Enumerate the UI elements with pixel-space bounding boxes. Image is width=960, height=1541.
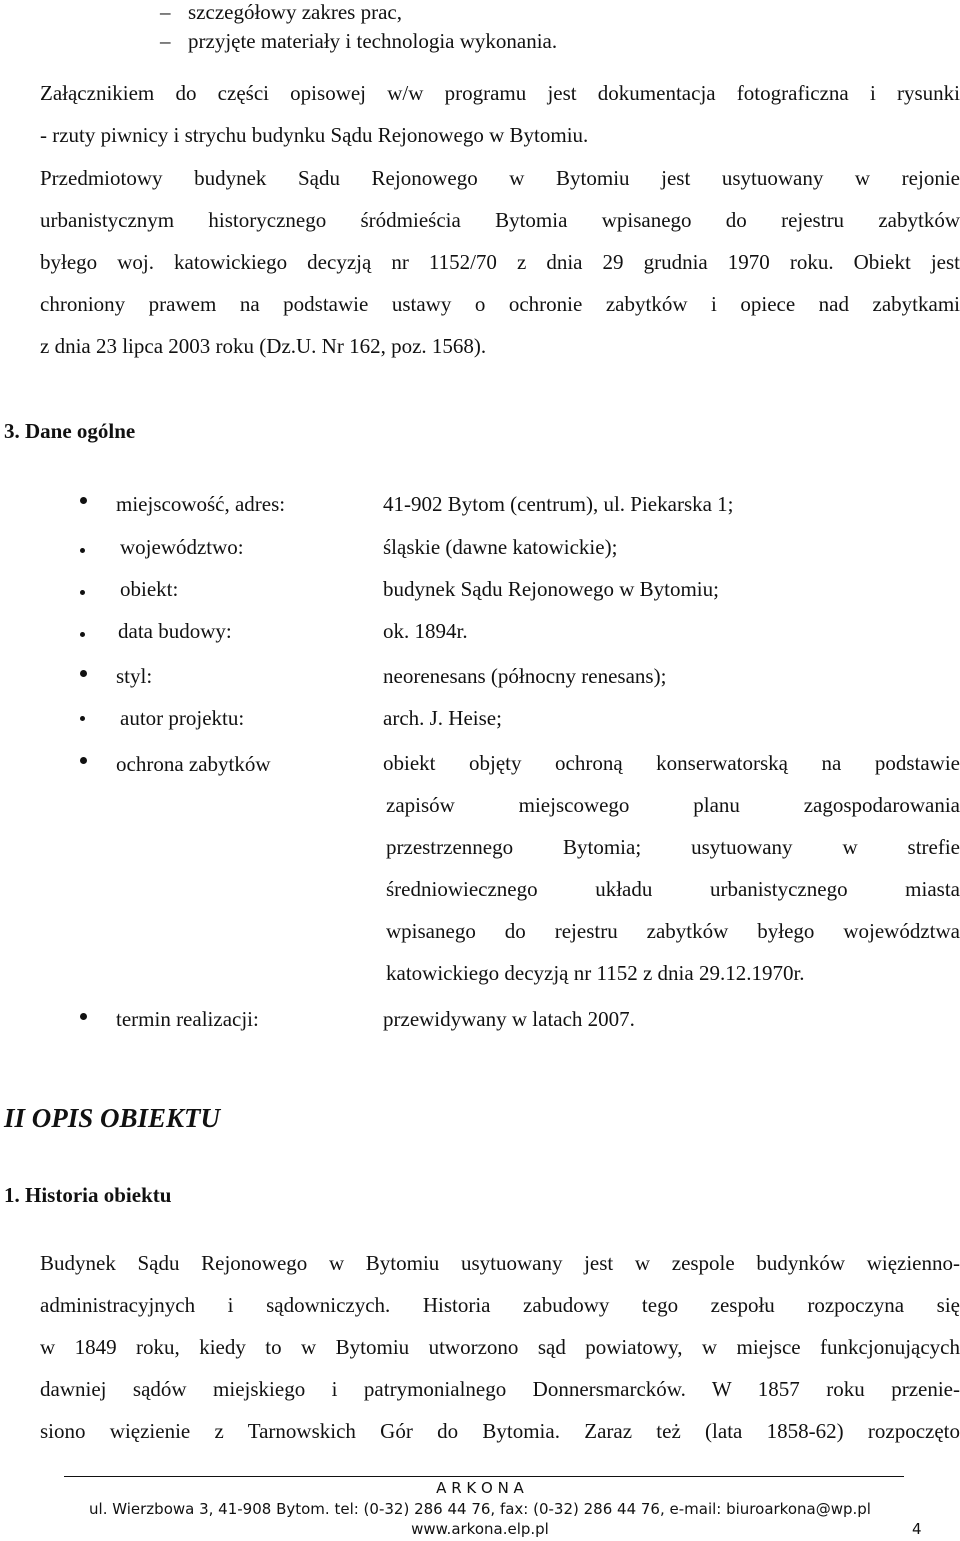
text-line: Przedmiotowy budynek Sądu Rejonowego w Bytomiu jest usytuowany w rejonie	[40, 166, 960, 190]
text-line: - rzuty piwnicy i strychu budynku Sądu Rejonowego w Bytomiu.	[40, 123, 589, 147]
bullet-icon	[80, 548, 85, 553]
protection-label: ochrona zabytków	[116, 752, 271, 776]
bullet-icon	[80, 590, 85, 595]
list-item: – przyjęte materiały i technologia wykonania.	[160, 29, 558, 53]
history-paragraph	[40, 1242, 960, 1452]
section-heading: 1. Historia obiektu	[4, 1183, 172, 1207]
text-line: Budynek Sądu Rejonowego w Bytomiu usytuowany jest w zespole budynków więzienno-	[40, 1251, 960, 1275]
text-line: katowickiego decyzją nr 1152 z dnia 29.12.1970r.	[386, 961, 805, 985]
author-label: autor projektu:	[120, 706, 245, 730]
text-line: średniowiecznego układu urbanistycznego miasta	[386, 877, 960, 901]
text-line: zapisów miejscowego planu zagospodarowania	[386, 793, 960, 817]
location-value: 41-902 Bytom (centrum), ul. Piekarska 1;	[383, 492, 734, 516]
text-line: urbanistycznym historycznego śródmieścia Bytomia wpisanego do rejestru zabytków	[40, 208, 960, 232]
style-value: neorenesans (północny renesans);	[383, 664, 667, 688]
deadline-label: termin realizacji:	[116, 1007, 259, 1031]
text-line: Załącznikiem do części opisowej w/w programu jest dokumentacja fotograficzna i rysunki	[40, 81, 960, 105]
text-line: administracyjnych i sądowniczych. Historia zabudowy tego zespołu rozpoczyna się	[40, 1293, 960, 1317]
voivodeship-value: śląskie (dawne katowickie);	[383, 535, 618, 559]
footer-website[interactable]: www.arkona.elp.pl	[411, 1520, 549, 1538]
bullet-icon	[80, 497, 87, 504]
footer-address: ul. Wierzbowa 3, 41-908 Bytom. tel: (0-32) 286 44 76, fax: (0-32) 286 44 76, e-mail: biuroarkona@wp.pl	[89, 1500, 871, 1518]
list-item: – szczegółowy zakres prac,	[160, 0, 402, 24]
text-line: chroniony prawem na podstawie ustawy o ochronie zabytków i opiece nad zabytkami	[40, 292, 960, 316]
author-value: arch. J. Heise;	[383, 706, 502, 730]
voivodeship-label: województwo:	[120, 535, 244, 559]
bullet-icon	[80, 632, 85, 637]
text-line: dawniej sądów miejskiego i patrymonialnego Donnersmarcków. W 1857 roku przenie-	[40, 1377, 960, 1401]
protection-value	[383, 742, 960, 994]
part-heading: II OPIS OBIEKTU	[4, 1103, 221, 1133]
bullet-icon	[80, 716, 85, 721]
text-line: obiekt objęty ochroną konserwatorską na podstawie	[383, 751, 960, 775]
bullet-icon	[80, 757, 87, 764]
footer-divider	[64, 1476, 904, 1477]
location-label: miejscowość, adres:	[116, 492, 286, 516]
footer-company: A R K O N A	[436, 1479, 524, 1497]
text-line: wpisanego do rejestru zabytków byłego województwa	[386, 919, 960, 943]
page-number: 4	[912, 1520, 922, 1538]
text-line: z dnia 23 lipca 2003 roku (Dz.U. Nr 162, poz. 1568).	[40, 334, 487, 358]
style-label: styl:	[116, 664, 153, 688]
text-line: w 1849 roku, kiedy to w Bytomiu utworzono sąd powiatowy, w miejsce funkcjonujących	[40, 1335, 960, 1359]
bullet-icon	[80, 670, 87, 677]
text-line: siono więzienie z Tarnowskich Gór do Bytomia. Zaraz też (lata 1858-62) rozpoczęto	[40, 1419, 960, 1443]
section-heading: 3. Dane ogólne	[4, 419, 136, 443]
attachment-paragraph	[40, 72, 960, 156]
built-value: ok. 1894r.	[383, 619, 468, 643]
bullet-icon	[80, 1013, 87, 1020]
built-label: data budowy:	[118, 619, 232, 643]
building-paragraph	[40, 157, 960, 367]
object-label: obiekt:	[120, 577, 179, 601]
deadline-value: przewidywany w latach 2007.	[383, 1007, 635, 1031]
text-line: przestrzennego Bytomia; usytuowany w strefie	[386, 835, 960, 859]
text-line: byłego woj. katowickiego decyzją nr 1152/70 z dnia 29 grudnia 1970 roku. Obiekt jest	[40, 250, 960, 274]
object-value: budynek Sądu Rejonowego w Bytomiu;	[383, 577, 719, 601]
